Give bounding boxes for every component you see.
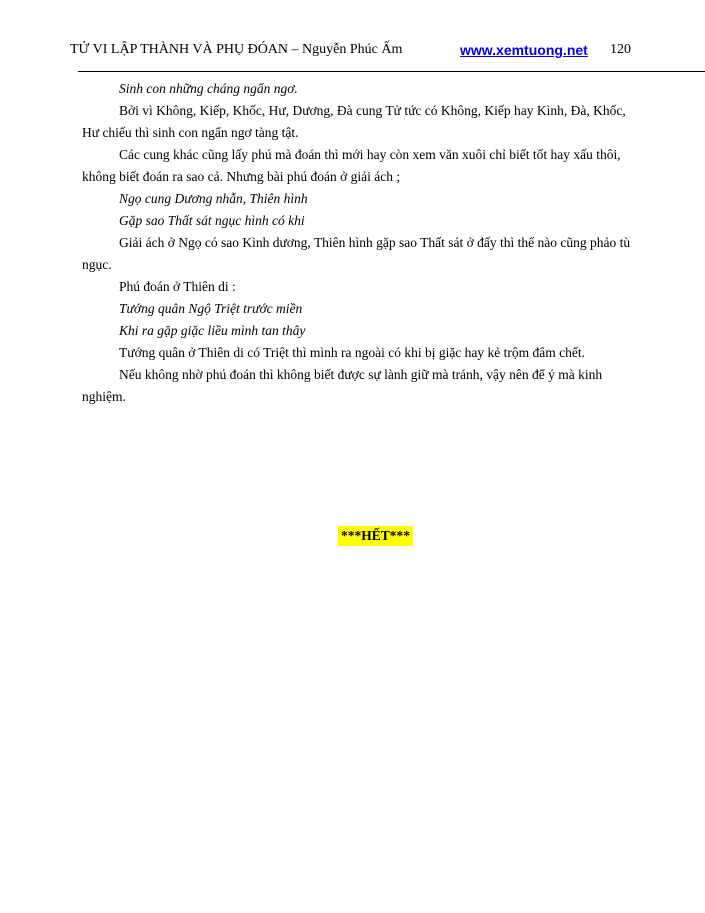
verse-line: Tướng quân Ngộ Triệt trước miền	[119, 301, 303, 316]
page-number: 120	[610, 42, 631, 57]
paragraph: Nếu không nhờ phú đoán thì không biết được sự lành giữ mà tránh, vậy nên để ý mà kinh nghiệm.	[82, 367, 603, 404]
document-body	[82, 78, 632, 408]
document-title: TỬ VI LẬP THÀNH VÀ PHỤ ĐÓAN – Nguyễn Phúc Ấm	[70, 42, 403, 57]
paragraph: Giải ách ở Ngọ có sao Kình dương, Thiên hình gặp sao Thất sát ở đấy thì thế nào cũng phảo tù ngục.	[82, 235, 631, 272]
verse-line: Gặp sao Thất sát ngục hình có khi	[119, 213, 305, 228]
website-link[interactable]: www.xemtuong.net	[460, 42, 588, 58]
paragraph: Các cung khác cũng lấy phú mà đoán thì mới hay còn xem văn xuôi chỉ biết tốt hay xấu thôi, không biết đoán ra sao cả. Nhưng bài phú đoán ở giải ách ;	[82, 147, 621, 184]
paragraph: Bởi vì Không, Kiếp, Khốc, Hư, Dương, Đà cung Tử tức có Không, Kiếp hay Kình, Đà, Khốc, Hư chiếu thì sinh con ngẩn ngơ tàng tật.	[82, 103, 626, 140]
verse-line: Khi ra gặp giặc liều mình tan thây	[119, 323, 306, 338]
page-header	[70, 42, 630, 62]
header-divider	[78, 71, 705, 72]
paragraph: Phú đoán ở Thiên di :	[119, 279, 236, 294]
verse-line: Sinh con những cháng ngẩn ngơ.	[119, 81, 298, 96]
end-marker: ***HẾT***	[338, 526, 413, 546]
paragraph: Tướng quân ở Thiên di có Triệt thì mình ra ngoài có khi bị giặc hay kẻ trộm đâm chết.	[119, 345, 586, 360]
verse-line: Ngọ cung Dương nhẫn, Thiên hình	[119, 191, 308, 206]
